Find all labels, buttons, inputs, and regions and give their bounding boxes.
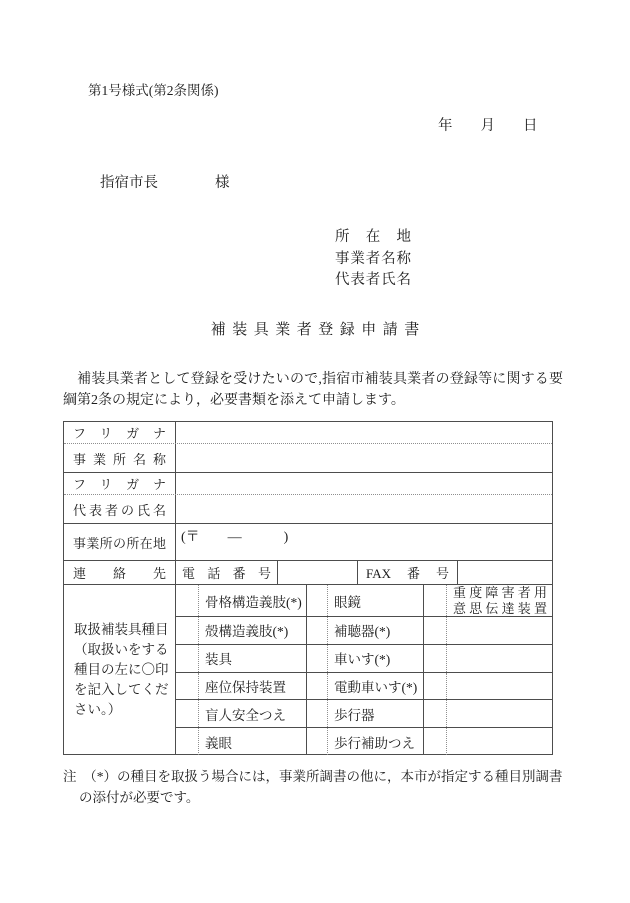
item-cell: 座位保持装置 (199, 673, 307, 700)
recipient-line (100, 171, 230, 192)
item-cell (447, 617, 552, 644)
catalog-instruction-line: を記入してくだ (74, 682, 169, 697)
office-name-label-cell (64, 444, 176, 472)
circle-mark-cell (176, 585, 199, 616)
fax-label-cell (358, 561, 458, 584)
furigana-office-label: フリガナ (73, 426, 166, 441)
item-cell: 補聴器(*) (328, 617, 424, 644)
circle-mark-cell (307, 617, 328, 644)
circle-mark-cell (424, 645, 447, 672)
catalog-instruction-line: さい。） (74, 702, 122, 717)
date-day-label: 日 (523, 118, 538, 134)
fax-value-cell (458, 561, 552, 584)
circle-mark-cell (176, 617, 199, 644)
phone-value-cell (278, 561, 358, 584)
item-cell: 盲人安全つえ (199, 700, 307, 727)
circle-mark-cell (176, 700, 199, 727)
item-cell (447, 585, 552, 616)
circle-mark-cell (424, 700, 447, 727)
row-contact (64, 561, 552, 585)
office-address-value-cell: (〒 ― ) (181, 530, 289, 545)
catalog-instruction-cell (64, 585, 176, 755)
catalog-row (176, 645, 552, 673)
item-cell: 眼鏡 (328, 585, 424, 616)
row-representative-name (64, 495, 552, 524)
contact-label: 連絡先 (73, 566, 166, 581)
application-table (63, 421, 553, 755)
item-line: 重度障害者用 (453, 585, 547, 600)
item-line: 意思伝達装置 (453, 600, 547, 616)
recipient-name: 指宿市長 (100, 175, 158, 191)
circle-mark-cell (176, 645, 199, 672)
item-cell: 車いす(*) (328, 645, 424, 672)
catalog-instruction-line: 種目の左に〇印 (74, 662, 169, 677)
phone-label: 電話番号 (182, 566, 271, 581)
sender-representative-label: 代表者氏名 (335, 272, 411, 288)
item-cell (447, 700, 552, 727)
item-cell: 電動車いす(*) (328, 673, 424, 700)
catalog-instruction-line: 取扱補装具種目 (74, 622, 169, 637)
circle-mark-cell (307, 673, 328, 700)
circle-mark-cell (307, 700, 328, 727)
row-office-address (64, 524, 552, 561)
date-year-label: 年 (438, 118, 453, 134)
representative-name-label-cell (64, 495, 176, 523)
furigana-office-value-cell (176, 422, 552, 443)
catalog-instruction-line: （取扱いをする (74, 642, 169, 657)
fax-label: FAX番号 (366, 566, 449, 581)
office-address-label: 事業所の所在地 (73, 535, 166, 551)
item-cell: 骨格構造義肢(*) (199, 585, 307, 616)
circle-mark-cell (307, 585, 328, 616)
office-name-label: 事業所名称 (73, 451, 166, 467)
furigana-rep-label: フリガナ (73, 477, 166, 492)
circle-mark-cell (424, 673, 447, 700)
representative-name-label: 代表者の氏名 (73, 502, 166, 518)
item-cell: 殻構造義肢(*) (199, 617, 307, 644)
date-line (438, 114, 538, 135)
furigana-rep-value-cell (176, 473, 552, 494)
sender-business-name-label: 事業者名称 (335, 250, 411, 267)
phone-label-cell (176, 561, 278, 584)
office-name-value-cell (176, 444, 552, 472)
sender-address-label: 所在地 (335, 229, 411, 245)
footnote: 注 （*）の種目を取扱う場合には，事業所調書の他に，本市が指定する種目別調書の添付が必要です。 (63, 769, 563, 805)
application-statement: 補装具業者として登録を受けたいので,指宿市補装具業者の登録等に関する要綱第2条の規定により，必要書類を添えて申請します。 (63, 372, 563, 408)
circle-mark-cell (307, 728, 328, 755)
item-cell: 義眼 (199, 728, 307, 755)
item-cell (447, 728, 552, 755)
sender-block (335, 227, 411, 292)
circle-mark-cell (176, 728, 199, 755)
form-number: 第1号様式(第2条関係) (88, 83, 219, 98)
furigana-office-label-cell (64, 422, 176, 443)
item-cell: 歩行器 (328, 700, 424, 727)
catalog-row (176, 585, 552, 617)
catalog-row (176, 700, 552, 728)
contact-label-cell (64, 561, 176, 584)
circle-mark-cell (176, 673, 199, 700)
document-title: 補装具業者登録申請書 (210, 322, 426, 338)
circle-mark-cell (424, 728, 447, 755)
circle-mark-cell (424, 585, 447, 616)
circle-mark-cell (307, 645, 328, 672)
catalog-row (176, 728, 552, 755)
row-office-name (64, 444, 552, 473)
row-furigana-rep (64, 473, 552, 495)
catalog-section (64, 585, 552, 755)
circle-mark-cell (424, 617, 447, 644)
furigana-rep-label-cell (64, 473, 176, 494)
recipient-honorific: 様 (215, 175, 230, 191)
office-address-label-cell (64, 524, 176, 560)
item-cell: 装具 (199, 645, 307, 672)
catalog-row (176, 617, 552, 645)
item-cell: 歩行補助つえ (328, 728, 424, 755)
representative-name-value-cell (176, 495, 552, 523)
item-cell (447, 673, 552, 700)
catalog-row (176, 673, 552, 701)
item-cell (447, 645, 552, 672)
row-furigana-office (64, 422, 552, 444)
catalog-grid (176, 585, 552, 755)
date-month-label: 月 (480, 118, 495, 134)
